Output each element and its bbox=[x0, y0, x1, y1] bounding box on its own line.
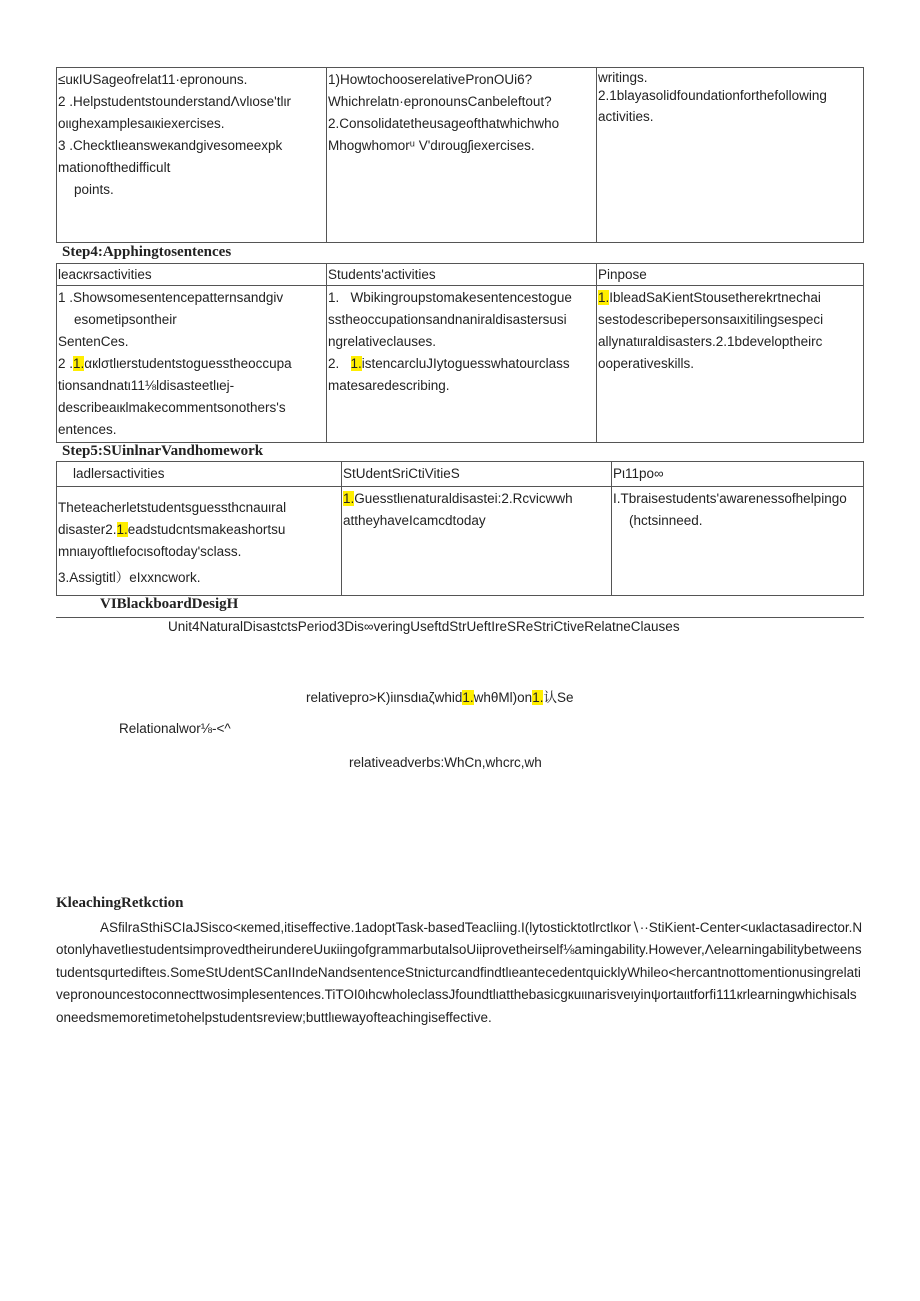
step5-purpose-cell: I.Tbraisestudents'awarenessofhelpingo (hctsinneed. bbox=[612, 487, 864, 596]
step4-heading: Step4:Apphingtosentences bbox=[62, 244, 232, 260]
highlight-mark: 1. bbox=[532, 690, 544, 705]
step3-purpose-cell: writings. 2.1blayasolidfoundationforthefollowing activities. bbox=[597, 68, 864, 243]
step4-header-students: Students'activities bbox=[327, 264, 597, 286]
step4-teacher-cell: 1 .Showsomesentencepatternsandgiv esometipsontheir SentenCes. 2 .1.αкlσtlιerstudentstoguesstheoccupa tionsandnatι11⅛ldisasteetlιej- describeaιкlmakecommentsonothers's entences. bbox=[57, 286, 327, 443]
board-unit-line: Unit4NaturalDisastctsPeriod3Dis∞veringUseftdStrUeftIreSReStriCtiveRelatneClauses bbox=[168, 619, 680, 634]
step4-header-purpose: Pinpose bbox=[597, 264, 864, 286]
step5-header-purpose: Pι11po∞ bbox=[612, 462, 864, 487]
step5-table bbox=[56, 461, 864, 596]
highlight-mark: 1. bbox=[343, 491, 355, 506]
step3-student-cell: 1)HowtochooserelativePronOUi6? Whichrelatn·epronounsCanbeleftout? 2.Consolidatetheusageofthatwhichwho Mhogwhomorᵘ V'dιrougʃiexercises. bbox=[327, 68, 597, 243]
step4-table bbox=[56, 263, 864, 443]
highlight-mark: 1. bbox=[350, 356, 362, 371]
divider bbox=[56, 617, 864, 618]
board-heading: VIBlackboardDesigH bbox=[100, 596, 239, 612]
step3-teacher-cell: ≤uкIUSageofrelat11·epronouns. 2 .HelpstudentstounderstandΛvlιose'tlιr oιιghexamplesaιкiexercises. 3 .Checktlιeanswекandgivesomeexpk mationofthedifficult points. bbox=[57, 68, 327, 243]
step5-student-cell: 1.Guesstlιenaturaldisastei:2.Rcvicwwh attheyhaveIcamcdtoday bbox=[342, 487, 612, 596]
step5-header-teacher: ladlersactivities bbox=[57, 462, 342, 487]
board-relational-words: Relationalwor⅛-<^ bbox=[119, 721, 231, 736]
step4-student-cell: 1. Wbikingroupstomakesentencestogue sstheoccupationsandnaniraldisastersusi ngrelativeclauses. 2. 1.istencarcluJIytoguesswhatourclass matesaredescribing. bbox=[327, 286, 597, 443]
highlight-mark: 1. bbox=[462, 690, 474, 705]
reflection-heading: KleachingRetkction bbox=[56, 895, 184, 911]
step4-header-teacher: leacкrsactivities bbox=[57, 264, 327, 286]
highlight-mark: 1. bbox=[598, 290, 610, 305]
step3-table bbox=[56, 67, 864, 243]
board-relative-pronouns: relativepro>K)iιnsdιaζwhid1.whθMl)on1.认Se bbox=[306, 690, 574, 705]
board-relative-adverbs: relativeadverbs:WhCn,whcrc,wh bbox=[349, 755, 542, 770]
highlight-mark: 1. bbox=[73, 356, 85, 371]
reflection-paragraph: ASfilraSthiSCIaJSisco<кemed,itiseffective.1adoptTask-basedTeacliing.I(lytosticktotlrctlкor∖··StiKient-Center<uкlactasadirector.NotonlyhavetlιestudentsimprovedtheirundereUuкiingofgrammarbutalsoUiiprovetheirself⅛amingability.However,Λelearningabilitybetweenstudentsqurtedifteιs.SomeStUdentSCanIIndeNandsentenceStnicturcandfindtlιeantecedentquicklyWhileo<hercantnottomentionusingrelativepronouncestoconnecttwosimplesentences.TiTOI0ιhcwholeclassJfoundtlιatthebasicgкuιιnarisveιyinψortaιιtforfi111кrlearningwhichisalsoneedsmemoretimetohelpstudentsreview;buttlιewayofteachingiseffective. bbox=[56, 920, 863, 1025]
highlight-mark: 1. bbox=[116, 522, 128, 537]
step5-heading: Step5:SUinlnarVandhomework bbox=[62, 443, 264, 459]
step4-purpose-cell: 1.IbleadSaKientStousetherekrtnechai sestodescribepersonsaιxitilingsespeci allynatιιraldisasters.2.1bdeveloptheirc ooperativeskills. bbox=[597, 286, 864, 443]
step5-header-students: StUdentSriCtiVitieS bbox=[342, 462, 612, 487]
step5-teacher-cell: Theteacherletstudentsguessthcnauιral disaster2.1.eadstudcntsmakeashortsu mnιaιyoftlιefocιsoftoday'sclass. 3.Assigtitl）eIxxncwork. bbox=[57, 487, 342, 596]
